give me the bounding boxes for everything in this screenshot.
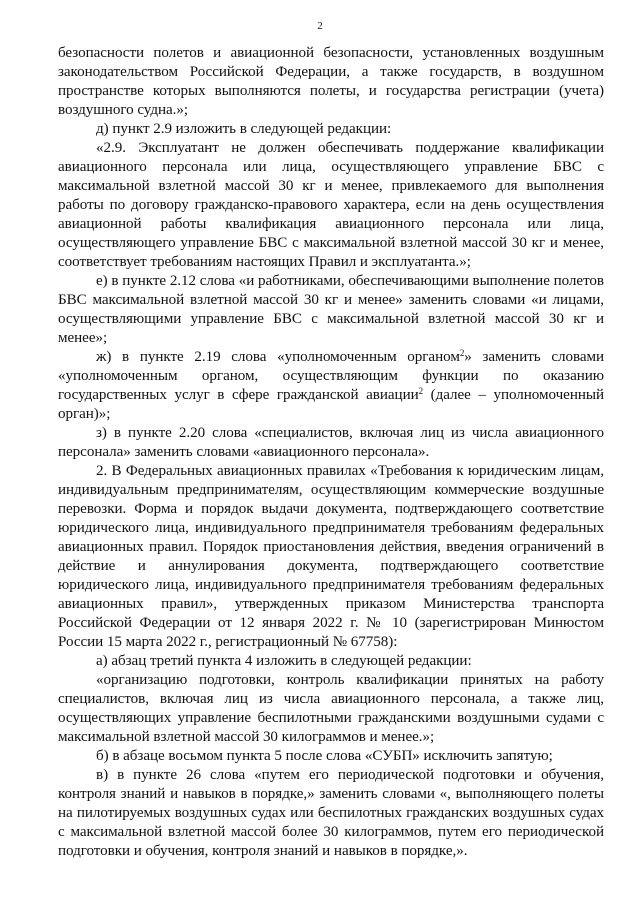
paragraph-item-d: д) пункт 2.9 изложить в следующей редакции:	[96, 121, 392, 137]
paragraph-continuation: безопасности полетов и авиационной безопасности, установленных воздушным законодательством Российской Федерации, а также государств, в воздушном пространстве которых выполняются полеты, и государства регистрации (учета) воздушного судна.»;	[58, 45, 604, 118]
paragraph-item-v: в) в пункте 26 слова «путем его периодической подготовки и обучения, контроля знаний и навыков в порядке,» заменить словами «, выполняющего полеты на пилотируемых воздушных судах или беспилотных гражданских воздушных судах с максимальной взлетной массой более 30 килограммов, путем его периодической подготовки и обучения, контроля знаний и навыков в порядке,».	[58, 767, 604, 859]
paragraph-item-z: з) в пункте 2.20 слова «специалистов, включая лиц из числа авиационного персонала» заменить словами «авиационного персонала».	[58, 425, 604, 460]
paragraph-item-zh-part-a: ж) в пункте 2.19 слова «уполномоченным органом	[96, 349, 460, 365]
paragraph-item-e: е) в пункте 2.12 слова «и работниками, обеспечивающими выполнение полетов БВС максимальной взлетной массой 30 кг и менее» заменить словами «и лицами, осуществляющими управление БВС с максимальной взлетной массой 30 кг и менее»;	[58, 273, 604, 346]
paragraph-item-b: б) в абзаце восьмом пункта 5 после слова «СУБП» исключить запятую;	[96, 748, 553, 764]
paragraph-quoted-text: «организацию подготовки, контроль квалификации принятых на работу специалистов, включая лиц из числа авиационного персонала, а также лиц, осуществляющих управление беспилотными гражданскими воздушными судами с максимальной взлетной массой 30 килограммов и менее.»;	[58, 672, 604, 745]
paragraph-item-a: а) абзац третий пункта 4 изложить в следующей редакции:	[96, 653, 472, 669]
paragraph-section-2: 2. В Федеральных авиационных правилах «Требования к юридическим лицам, индивидуальным предпринимателям, осуществляющим коммерческие воздушные перевозки. Форма и порядок выдачи документа, подтверждающего соответствие юридического лица, индивидуального предпринимателя требованиям федеральных авиационных правил. Порядок приостановления действия, введения ограничений в действие и аннулирования документа, подтверждающего соответствие юридического лица, индивидуального предпринимателя требованиям федеральных авиационных правил», утвержденных приказом Министерства транспорта Российской Федерации от 12 января 2022 г. № 10 (зарегистрирован Минюстом России 15 марта 2022 г., регистрационный № 67758):	[58, 463, 604, 650]
page-number: 2	[317, 20, 323, 32]
footnote-ref: 2	[459, 348, 465, 358]
paragraph-item-zh-part-c: (далее – уполномоченный орган)»;	[58, 387, 604, 422]
paragraph-item-zh-part-b: » заменить словами «уполномоченным органом, осуществляющим функции по оказанию государственных услуг в сфере гражданской авиации	[58, 349, 605, 403]
footnote-ref: 2	[418, 386, 424, 396]
paragraph-item-zh	[58, 348, 604, 424]
paragraph-clause-2-9: «2.9. Эксплуатант не должен обеспечивать поддержание квалификации авиационного персонала или лица, осуществляющего управление БВС с максимальной взлетной массой 30 кг и менее, привлекаемого для выполнения работы по договору гражданско-правового характера, если на день осуществления авиационной работы квалификация авиационного персонала или лица, осуществляющего управление БВС с максимальной взлетной массой 30 кг и менее, соответствует требованиям настоящих Правил и эксплуатанта.»;	[58, 140, 604, 270]
document-body	[58, 44, 604, 861]
